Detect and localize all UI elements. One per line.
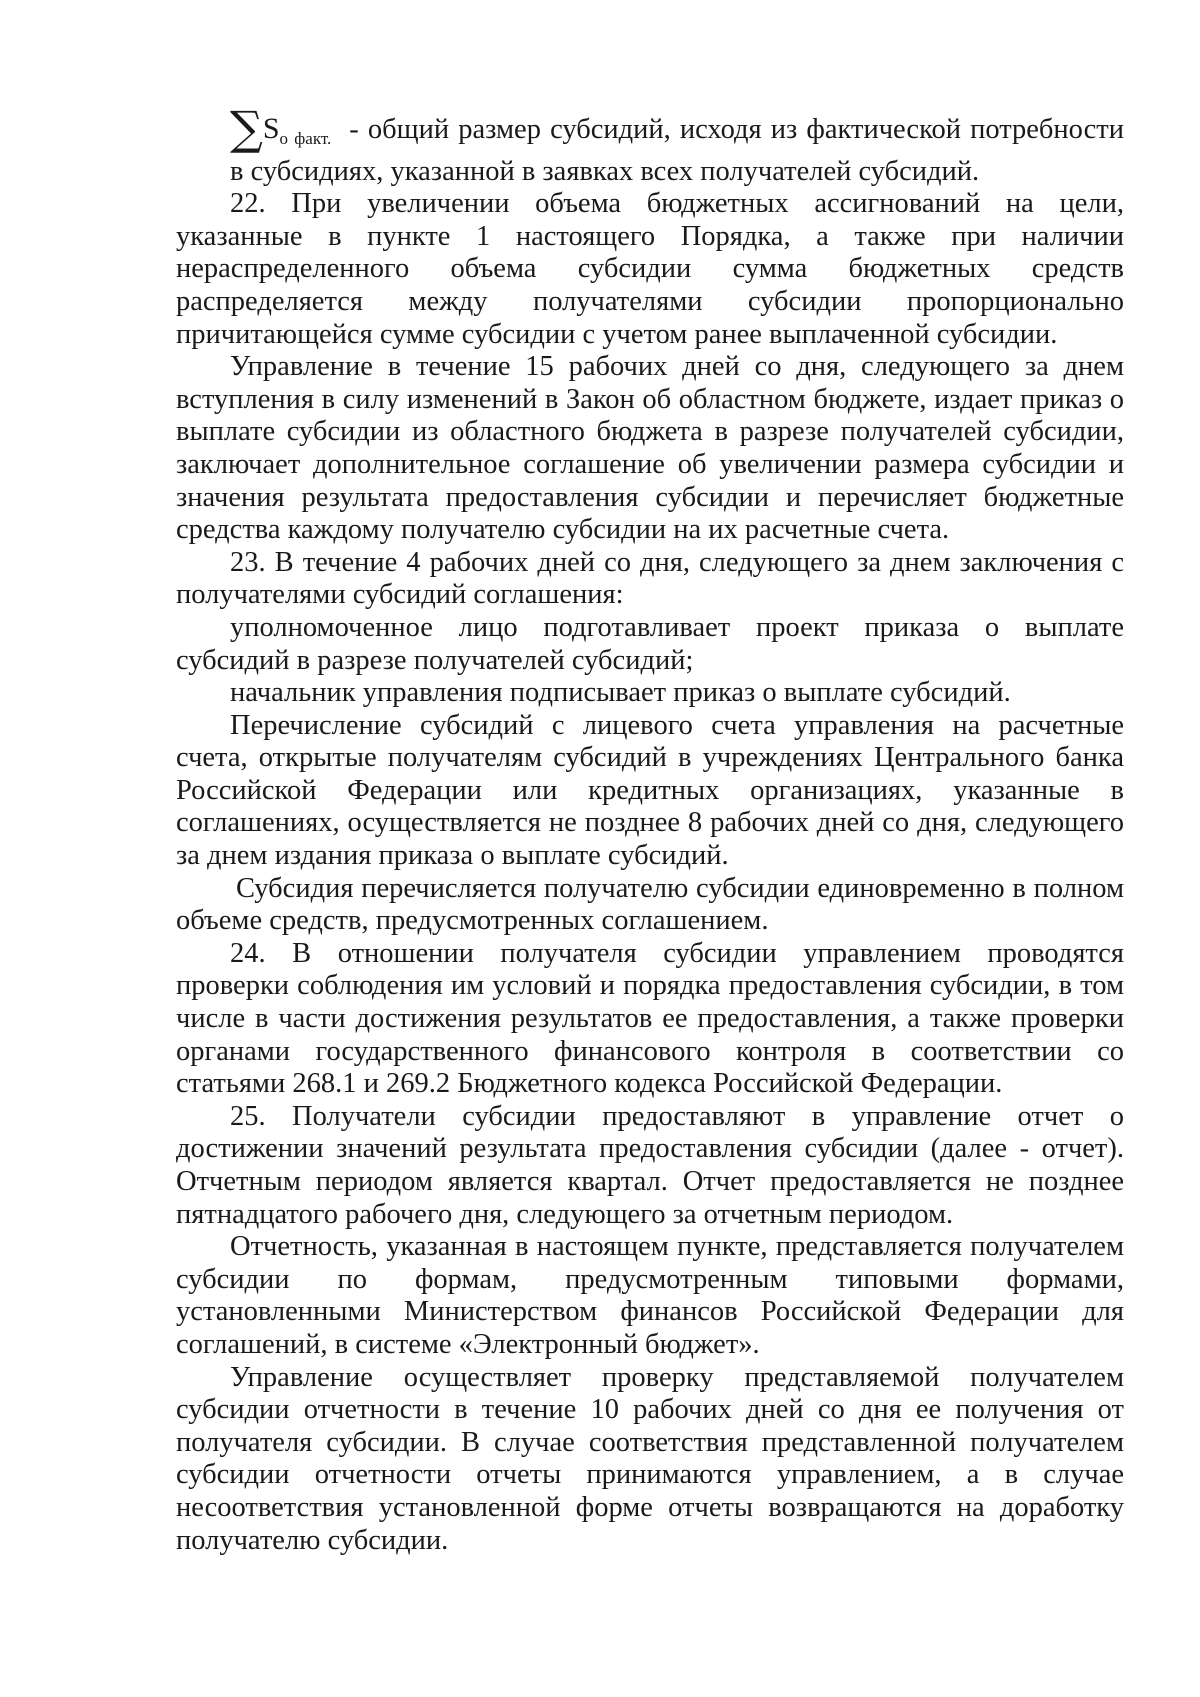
paragraph-report-check: Управление осуществляет проверку представляемой получателем субсидии отчетности в течение 10 рабочих дней со дня ее получения от получателя субсидии. В случае соответствия представленной получателем субсидии отчетности отчеты принимаются управлением, а в случае несоответствия установленной форме отчеты возвращаются на доработку получателю субсидии. xyxy=(176,1361,1124,1556)
paragraph-22: 22. При увеличении объема бюджетных ассигнований на цели, указанные в пункте 1 настоящего Порядка, а также при наличии нераспределенного объема субсидии сумма бюджетных средств распределяется между получателями субсидии пропорционально причитающейся сумме субсидии с учетом ранее выплаченной субсидии. xyxy=(176,188,1124,350)
formula-variable: S xyxy=(262,112,280,145)
paragraph-upravlenie-15-days: Управление в течение 15 рабочих дней со дня, следующего за днем вступления в силу изменений в Закон об областном бюджете, издает приказ о выплате субсидии из областного бюджета в разрезе получателей субсидии, заключает дополнительное соглашение об увеличении размера субсидии и значения результата предоставления субсидии и перечисляет бюджетные средства каждому получателю субсидии на их расчетные счета. xyxy=(176,351,1124,546)
sum-symbol: ∑ xyxy=(230,101,263,155)
paragraph-reporting-forms: Отчетность, указанная в настоящем пункте, представляется получателем субсидии по формам, предусмотренным типовыми формами, установленными Министерством финансов Российской Федерации для соглашений, в системе «Электронный бюджет». xyxy=(176,1231,1124,1360)
formula-description: - общий размер субсидий, исходя из фактической потребности в субсидиях, указанной в заявках всех получателей субсидий. xyxy=(230,114,1125,187)
paragraph-head-signs: начальник управления подписывает приказ о выплате субсидий. xyxy=(230,677,1011,709)
paragraph-lump-sum: Субсидия перечисляется получателю субсидии единовременно в полном объеме средств, предусмотренных соглашением. xyxy=(176,872,1124,937)
paragraph-25: 25. Получатели субсидии предоставляют в управление отчет о достижении значений результата предоставления субсидии (далее - отчет). Отчетным периодом является квартал. Отчет предоставляется не позднее пятнадцатого рабочего дня, следующего за отчетным периодом. xyxy=(176,1100,1124,1230)
formula-definition xyxy=(176,101,1125,188)
paragraph-authorized-person: уполномоченное лицо подготавливает проект приказа о выплате субсидий в разрезе получателей субсидий; xyxy=(176,611,1124,676)
paragraph-24: 24. В отношении получателя субсидии управлением проводятся проверки соблюдения им условий и порядка предоставления субсидии, в том числе в части достижения результатов ее предоставления, а также проверки органами государственного финансового контроля в соответствии со статьями 268.1 и 269.2 Бюджетного кодекса Российской Федерации. xyxy=(176,937,1124,1100)
paragraph-transfer: Перечисление субсидий с лицевого счета управления на расчетные счета, открытые получателям субсидий в учреждениях Центрального банка Российской Федерации или кредитных организациях, указанные в соглашениях, осуществляется не позднее 8 рабочих дней со дня, следующего за днем издания приказа о выплате субсидий. xyxy=(176,709,1124,872)
paragraph-23: 23. В течение 4 рабочих дней со дня, следующего за днем заключения с получателями субсидий соглашения: xyxy=(176,546,1124,611)
document-page xyxy=(176,101,1125,1557)
formula-subscript: о факт. xyxy=(279,129,332,148)
